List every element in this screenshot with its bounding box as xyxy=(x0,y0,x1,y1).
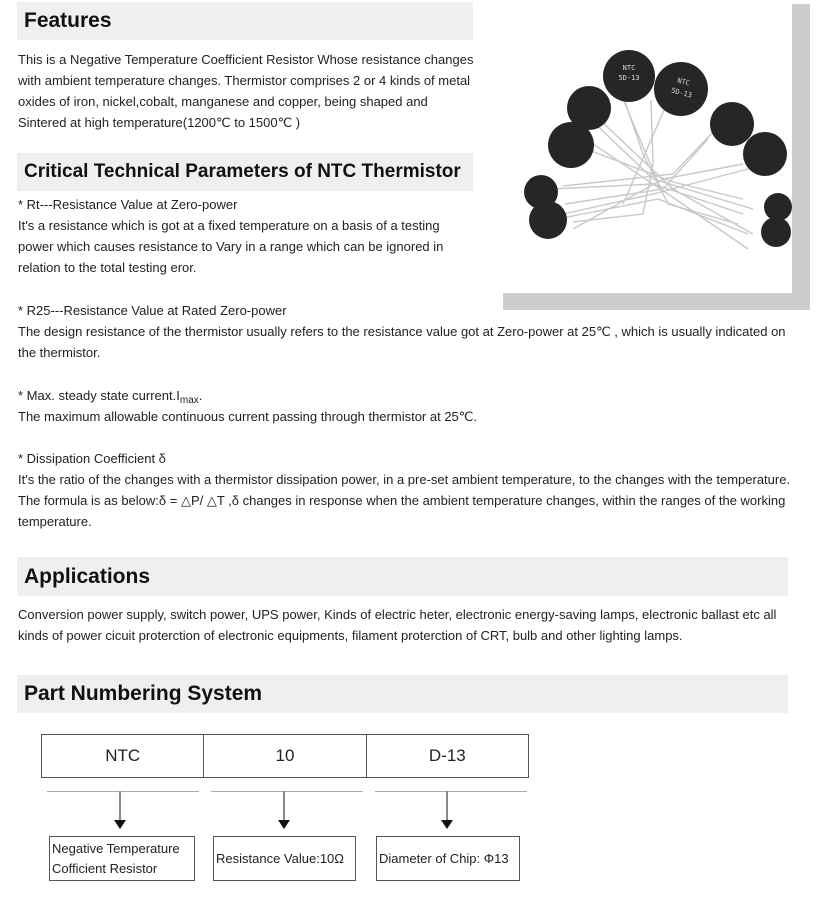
thermistor-disc xyxy=(761,217,791,247)
product-photo xyxy=(503,4,792,293)
features-heading: Features xyxy=(17,2,473,40)
applications-description: Conversion power supply, switch power, UPS power, Kinds of electric heter, electronic energy-saving lamps, electronic ballast etc all kinds of power cicuit proterction of electronic equipments, filament proterction of CRT, bulb and other lighting lamps. xyxy=(18,607,777,643)
thermistor-disc xyxy=(764,193,792,221)
part-meaning-prefix: Negative Temperature Cofficient Resistor xyxy=(49,836,195,881)
divider-line xyxy=(375,791,527,792)
critical-parameters-heading: Critical Technical Parameters of NTC Thermistor xyxy=(17,153,473,191)
product-photo-frame xyxy=(503,4,810,310)
arrow-down-icon xyxy=(278,820,290,829)
thermistor-disc xyxy=(710,102,754,146)
param-r25-title: * R25---Resistance Value at Rated Zero-power xyxy=(18,303,287,318)
param-r25-description: The design resistance of the thermistor usually refers to the resistance value got at Zero-power at 25℃ , which is usually indicated on the thermistor. xyxy=(18,324,786,360)
part-number-code-row xyxy=(41,734,529,778)
part-numbering-heading: Part Numbering System xyxy=(17,675,788,713)
thermistor-illustration xyxy=(503,4,792,293)
part-meaning-diameter: Diameter of Chip: Φ13 xyxy=(376,836,520,881)
thermistor-marking: NTC xyxy=(622,64,636,72)
part-code-resistance: 10 xyxy=(203,735,365,777)
applications-heading: Applications xyxy=(17,557,788,596)
photo-shadow-bottom xyxy=(503,293,810,310)
param-rt-title: * Rt---Resistance Value at Zero-power xyxy=(18,197,238,212)
thermistor-marking: 5D-13 xyxy=(618,74,640,82)
thermistor-disc xyxy=(529,201,567,239)
divider-line xyxy=(47,791,199,792)
thermistor-marking: NTC xyxy=(676,76,691,88)
param-dissipation-description: It's the ratio of the changes with a thermistor dissipation power, in a pre-set ambient temperature, to the changes with the temperature. The formula is as below:δ = △P/ △T ,δ changes in response when the ambient temperature changes, within the ranges of the working temperature. xyxy=(18,472,791,529)
features-description: This is a Negative Temperature Coefficient Resistor Whose resistance changes with ambient temperature changes. Thermistor comprises 2 or 4 kinds of metal oxides of iron, nickel,cobalt, manganese and copper, being shaped and Sintered at high temperature(1200℃ to 1500℃ ) xyxy=(18,52,474,130)
thermistor-disc xyxy=(743,132,787,176)
param-dissipation-title: * Dissipation Coefficient δ xyxy=(18,451,166,466)
param-imax-description: The maximum allowable continuous current passing through thermistor at 25℃. xyxy=(18,409,477,424)
part-code-prefix: NTC xyxy=(105,746,141,765)
param-imax-subscript: max xyxy=(179,395,199,406)
part-meaning-resistance: Resistance Value:10Ω xyxy=(213,836,356,881)
arrow-down-icon xyxy=(441,820,453,829)
divider-line xyxy=(211,791,363,792)
thermistor-marking: 5D-13 xyxy=(670,86,693,100)
thermistor-discs xyxy=(524,50,792,247)
photo-shadow-right xyxy=(792,4,810,310)
thermistor-disc xyxy=(548,122,594,168)
param-imax-title-prefix: * Max. steady state current.I xyxy=(18,388,180,403)
arrow-down-icon xyxy=(114,820,126,829)
part-code-diameter: D-13 xyxy=(366,735,528,777)
param-imax-title-suffix: . xyxy=(198,388,203,403)
param-rt-description: It's a resistance which is got at a fixed temperature on a basis of a testing power which causes resistance to Vary in a range which can be ignored in relation to the total testing eror. xyxy=(18,218,444,275)
